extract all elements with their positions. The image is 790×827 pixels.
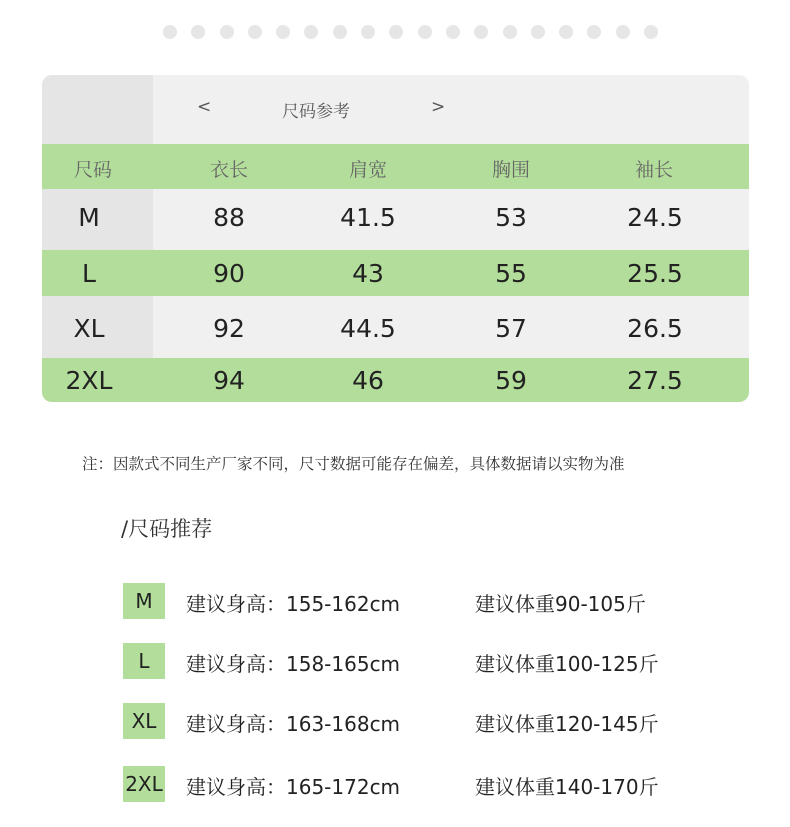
size-badge: 2XL [123, 766, 165, 802]
dot [616, 25, 630, 39]
table-cell: 46 [352, 366, 384, 395]
table-cell: XL [73, 314, 105, 343]
recommend-height: 建议身高：155-162cm [186, 592, 401, 616]
recommend-weight: 建议体重140-170斤 [475, 775, 659, 799]
dot [389, 25, 403, 39]
dot [474, 25, 488, 39]
dot [503, 25, 517, 39]
dot [361, 25, 375, 39]
table-cell: 53 [495, 203, 527, 232]
table-cell: 43 [352, 259, 384, 288]
table-cell: 44.5 [340, 314, 396, 343]
dot [418, 25, 432, 39]
dot [163, 25, 177, 39]
size-badge: M [123, 583, 165, 619]
recommend-weight: 建议体重100-125斤 [475, 652, 659, 676]
table-cell: 26.5 [627, 314, 683, 343]
dot [644, 25, 658, 39]
dot [333, 25, 347, 39]
dot [587, 25, 601, 39]
table-cell: 59 [495, 366, 527, 395]
header-shoulder: 肩宽 [348, 159, 388, 181]
size-badge: L [123, 643, 165, 679]
table-cell: 92 [213, 314, 245, 343]
header-sleeve: 袖长 [634, 159, 674, 181]
dot [446, 25, 460, 39]
header-size: 尺码 [73, 159, 113, 181]
dot [220, 25, 234, 39]
table-cell: 88 [213, 203, 245, 232]
next-arrow[interactable]: > [431, 97, 446, 117]
recommend-height: 建议身高：165-172cm [186, 775, 401, 799]
table-cell: 94 [213, 366, 245, 395]
table-cell: 2XL [65, 366, 113, 395]
size-column-background [42, 75, 153, 402]
table-cell: 25.5 [627, 259, 683, 288]
table-cell: 90 [213, 259, 245, 288]
dot [248, 25, 262, 39]
disclaimer-note: 注：因款式不同生产厂家不同，尺寸数据可能存在偏差，具体数据请以实物为准 [82, 455, 625, 473]
recommend-height: 建议身高：158-165cm [186, 652, 401, 676]
table-title: 尺码参考 [282, 102, 350, 122]
table-cell: 24.5 [627, 203, 683, 232]
table-cell: 27.5 [627, 366, 683, 395]
recommend-weight: 建议体重90-105斤 [475, 592, 646, 616]
decorative-dots [163, 25, 658, 39]
table-cell: 57 [495, 314, 527, 343]
recommend-weight: 建议体重120-145斤 [475, 712, 659, 736]
dot [531, 25, 545, 39]
size-badge: XL [123, 703, 165, 739]
dot [304, 25, 318, 39]
header-length: 衣长 [209, 159, 249, 181]
table-cell: L [82, 259, 96, 288]
size-chart-table [42, 75, 749, 402]
dot [559, 25, 573, 39]
table-cell: 41.5 [340, 203, 396, 232]
prev-arrow[interactable]: < [197, 97, 212, 117]
table-cell: 55 [495, 259, 527, 288]
header-chest: 胸围 [491, 159, 531, 181]
recommend-title: /尺码推荐 [121, 517, 213, 541]
dot [191, 25, 205, 39]
dot [276, 25, 290, 39]
recommend-height: 建议身高：163-168cm [186, 712, 401, 736]
table-cell: M [78, 203, 100, 232]
